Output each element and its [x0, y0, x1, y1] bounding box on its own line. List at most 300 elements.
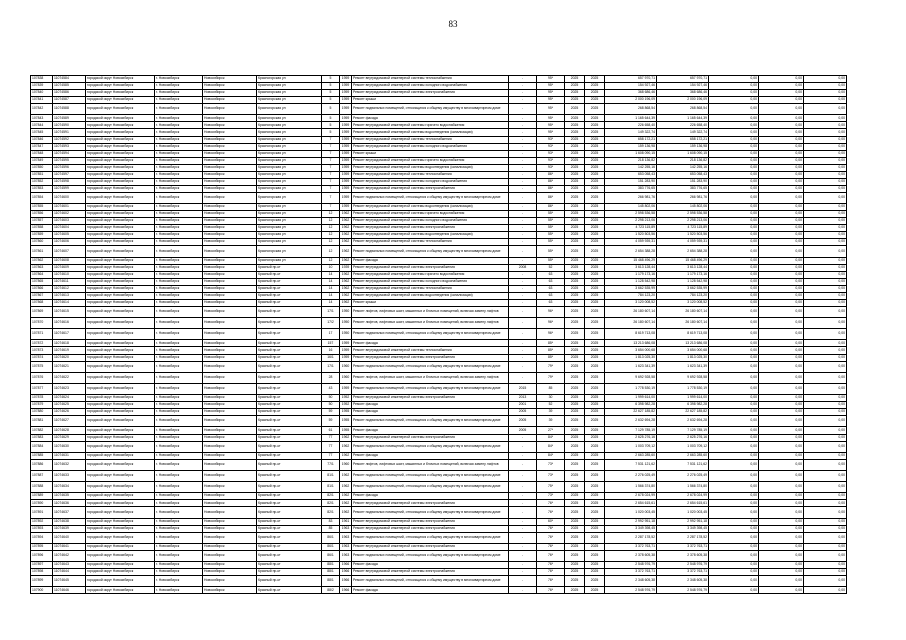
table-cell: - — [509, 587, 537, 594]
table-cell: городской округ Новосибирск — [86, 246, 155, 257]
table-cell: городской округ Новосибирск — [86, 550, 155, 561]
table-cell: 55* — [537, 257, 565, 264]
table-cell: 2025 — [565, 143, 585, 150]
table-cell: Красногорская ул — [257, 122, 322, 129]
table-cell: 0,00 — [804, 441, 847, 452]
table-cell: 77/1 — [322, 459, 340, 470]
table-cell: 1962 — [340, 271, 352, 278]
table-cell: Новосибирск — [203, 97, 257, 104]
table-cell: городской округ Новосибирск — [86, 318, 155, 329]
table-cell: 88/1 — [322, 562, 340, 569]
table-cell: 0,00 — [804, 562, 847, 569]
table-cell: 11074584 — [53, 76, 86, 83]
table-row — [31, 562, 847, 569]
table-cell: 1 813 025,30 — [657, 354, 709, 361]
table-cell: 3 120 008,52 — [657, 299, 709, 306]
table-cell: - — [509, 532, 537, 543]
table-cell: 157 — [322, 340, 340, 347]
table-cell: 657 970,71 — [657, 76, 709, 83]
table-cell: Ремонт фасада — [352, 257, 509, 264]
table-cell: 11074601 — [53, 204, 86, 211]
table-cell: 27* — [537, 427, 565, 434]
table-cell: 0,00 — [804, 257, 847, 264]
table-cell: 1962 — [340, 278, 352, 285]
table-cell: 0,00 — [804, 164, 847, 171]
table-cell: 0,00 — [804, 452, 847, 459]
table-cell: Ремонт подвальных помещений, относящихся к общему имуществу в многоквартирном доме — [352, 550, 509, 561]
table-cell: 0,00 — [804, 204, 847, 211]
table-cell: 0,00 — [709, 246, 759, 257]
table-cell: Красный пр-кт — [257, 372, 322, 383]
table-cell: 11074615 — [53, 306, 86, 317]
table-cell: 0,00 — [804, 550, 847, 561]
table-cell: - — [509, 76, 537, 83]
table-cell: г. Новосибирск — [155, 171, 203, 178]
table-cell: 9 692 928,58 — [657, 372, 709, 383]
table-cell: 11074604 — [53, 225, 86, 232]
table-cell: г. Новосибирск — [155, 416, 203, 427]
table-cell: Красный пр-кт — [257, 329, 322, 340]
table-cell: 0,00 — [709, 434, 759, 441]
table-cell: г. Новосибирск — [155, 97, 203, 104]
table-cell: 0,00 — [709, 306, 759, 317]
table-cell: 0,00 — [759, 452, 804, 459]
table-cell: 1963 — [340, 525, 352, 532]
table-cell: - — [509, 97, 537, 104]
table-cell: 2 654 388,28 — [605, 246, 657, 257]
table-cell: - — [509, 178, 537, 185]
table-cell: Красный пр-кт — [257, 285, 322, 292]
table-cell: 2025 — [565, 395, 585, 402]
table-cell: 7 — [322, 157, 340, 164]
table-cell: 63 — [537, 292, 565, 299]
table-cell: Ремонт подвальных помещений, относящихся к общему имуществу в многоквартирном доме — [352, 470, 509, 481]
table-cell: Красный пр-кт — [257, 459, 322, 470]
table-cell: 2025 — [585, 204, 605, 211]
table-row — [31, 482, 847, 493]
table-cell: 0,00 — [709, 427, 759, 434]
table-cell: 7 — [322, 164, 340, 171]
table-cell: 2025 — [585, 185, 605, 192]
table-cell: 63 — [537, 278, 565, 285]
table-cell: 11074589 — [53, 115, 86, 122]
table-cell: 107898 — [31, 569, 53, 576]
table-row — [31, 507, 847, 518]
table-cell: 0,00 — [804, 493, 847, 500]
table-cell: 12 — [322, 218, 340, 225]
table-cell: 107886 — [31, 459, 53, 470]
table-cell: г. Новосибирск — [155, 122, 203, 129]
table-cell: 1955 — [340, 427, 352, 434]
table-cell: 55* — [537, 225, 565, 232]
table-row — [31, 97, 847, 104]
table-cell: 2025 — [585, 90, 605, 97]
table-cell: 2 678 024,99 — [605, 493, 657, 500]
table-cell: 2 548 976,79 — [605, 587, 657, 594]
table-cell: - — [509, 347, 537, 354]
table-cell: - — [509, 507, 537, 518]
table-cell: - — [509, 543, 537, 550]
table-cell: 2 348 605,38 — [605, 576, 657, 587]
table-cell: 2 287 178,52 — [605, 532, 657, 543]
table-cell: 2025 — [565, 372, 585, 383]
table-cell: - — [509, 292, 537, 299]
table-cell: городской округ Новосибирск — [86, 104, 155, 115]
table-cell: Новосибирск — [203, 157, 257, 164]
table-cell: 86* — [537, 178, 565, 185]
table-cell: Ремонт фасада — [352, 340, 509, 347]
table-cell: 63 — [537, 271, 565, 278]
table-cell: Ремонт подвальных помещений, относящихся к общему имуществу в многоквартирном доме — [352, 383, 509, 394]
table-cell: - — [509, 318, 537, 329]
table-cell: 0,00 — [709, 83, 759, 90]
table-row — [31, 157, 847, 164]
table-cell: 0,00 — [759, 122, 804, 129]
table-cell: 0,00 — [804, 318, 847, 329]
table-cell: 1963 — [340, 550, 352, 561]
table-cell: 0,00 — [709, 372, 759, 383]
table-cell: Красногорская ул — [257, 150, 322, 157]
table-cell: 11074606 — [53, 239, 86, 246]
table-cell: - — [509, 239, 537, 246]
table-cell: 2025 — [565, 409, 585, 416]
table-cell: 2025 — [565, 115, 585, 122]
table-cell: 0,00 — [804, 185, 847, 192]
table-cell: 2025 — [585, 104, 605, 115]
table-cell: Красногорская ул — [257, 129, 322, 136]
table-cell: 12 — [322, 232, 340, 239]
table-cell: 95* — [537, 115, 565, 122]
table-cell: 2025 — [585, 83, 605, 90]
table-cell: 2025 — [565, 587, 585, 594]
table-cell: 84* — [537, 441, 565, 452]
table-cell: 0,00 — [759, 225, 804, 232]
table-cell: Новосибирск — [203, 76, 257, 83]
table-cell: Ремонт фасада — [352, 587, 509, 594]
table-cell: - — [509, 470, 537, 481]
table-cell: 1 520 503,56 — [657, 232, 709, 239]
table-cell: 2025 — [565, 83, 585, 90]
table-cell: Красногорская ул — [257, 185, 322, 192]
table-cell: Ремонт крыши — [352, 97, 509, 104]
table-cell: 2025 — [565, 157, 585, 164]
table-cell: 368 686,46 — [605, 90, 657, 97]
table-cell: 11074596 — [53, 164, 86, 171]
table-cell: - — [509, 500, 537, 507]
table-cell: 2025 — [565, 204, 585, 211]
table-cell: 1962 — [340, 482, 352, 493]
table-cell: 85* — [537, 354, 565, 361]
table-cell: Красный пр-кт — [257, 340, 322, 347]
table-cell: 11074592 — [53, 136, 86, 143]
table-cell: 0,00 — [804, 136, 847, 143]
table-cell: 0,00 — [804, 354, 847, 361]
table-cell: 2 000 196,09 — [605, 97, 657, 104]
table-cell: Ремонт внутридомовой инженерной системы холодного водоснабжения — [352, 83, 509, 90]
table-cell: 1959 — [340, 178, 352, 185]
table-cell: 93* — [537, 143, 565, 150]
table-cell: Новосибирск — [203, 518, 257, 525]
table-cell: - — [509, 143, 537, 150]
table-cell: 1962 — [340, 211, 352, 218]
table-cell: 658 172,21 — [657, 136, 709, 143]
table-cell: Ремонт фасада — [352, 402, 509, 409]
table-cell: 7 531 121,62 — [605, 459, 657, 470]
table-row — [31, 518, 847, 525]
table-cell: 11074599 — [53, 185, 86, 192]
table-cell: 107857 — [31, 218, 53, 225]
table-cell: городской округ Новосибирск — [86, 218, 155, 225]
table-cell: 0,00 — [709, 402, 759, 409]
table-cell: 0,00 — [759, 292, 804, 299]
table-cell: 2025 — [565, 239, 585, 246]
table-cell: 76* — [537, 543, 565, 550]
table-cell: 2025 — [565, 507, 585, 518]
table-cell: Красный пр-кт — [257, 427, 322, 434]
table-cell: 2025 — [565, 292, 585, 299]
table-cell: г. Новосибирск — [155, 129, 203, 136]
table-cell: городской округ Новосибирск — [86, 76, 155, 83]
table-cell: 2025 — [585, 136, 605, 143]
table-cell: 0,00 — [709, 104, 759, 115]
table-cell: 0,00 — [709, 482, 759, 493]
table-cell: 77 — [322, 452, 340, 459]
table-cell: 5 — [322, 76, 340, 83]
table-cell: 2025 — [585, 482, 605, 493]
table-cell: 0,00 — [804, 178, 847, 185]
table-cell: 14 — [322, 271, 340, 278]
table-cell: 0,00 — [804, 232, 847, 239]
table-cell: Ремонт фасада — [352, 115, 509, 122]
table-cell: Ремонт фасада — [352, 409, 509, 416]
table-cell: 2025 — [585, 347, 605, 354]
table-cell: - — [509, 285, 537, 292]
table-cell: 3 372 763,71 — [657, 569, 709, 576]
table-cell: 82/1 — [322, 507, 340, 518]
table-cell: 2025 — [585, 434, 605, 441]
table-cell: 1 608 090,15 — [657, 150, 709, 157]
table-row — [31, 329, 847, 340]
table-cell: 0,00 — [759, 104, 804, 115]
table-cell: 784 123,20 — [657, 292, 709, 299]
table-cell: г. Новосибирск — [155, 318, 203, 329]
table-cell: 84* — [537, 434, 565, 441]
table-cell: 1 003 709,12 — [605, 441, 657, 452]
table-cell: 5 — [322, 97, 340, 104]
table-cell: 11074620 — [53, 354, 86, 361]
table-cell: 218 136,82 — [657, 157, 709, 164]
table-cell: 0,00 — [804, 171, 847, 178]
table-cell: Ремонт внутридомовой инженерной системы холодного водоснабжения — [352, 218, 509, 225]
table-cell: городской округ Новосибирск — [86, 292, 155, 299]
table-cell: Новосибирск — [203, 340, 257, 347]
table-cell: Новосибирск — [203, 83, 257, 90]
table-cell: 1962 — [340, 299, 352, 306]
table-cell: Ремонт внутридомовой инженерной системы теплоснабжения — [352, 347, 509, 354]
table-cell: 2025 — [565, 340, 585, 347]
table-cell: 107840 — [31, 90, 53, 97]
table-cell: 2025 — [565, 171, 585, 178]
table-cell: Новосибирск — [203, 532, 257, 543]
table-cell: 0,00 — [759, 569, 804, 576]
table-cell: 86* — [537, 171, 565, 178]
table-row — [31, 232, 847, 239]
table-cell: г. Новосибирск — [155, 257, 203, 264]
table-cell: - — [509, 185, 537, 192]
table-cell: 1959 — [340, 192, 352, 203]
table-cell: 2 548 976,79 — [605, 562, 657, 569]
table-cell: г. Новосибирск — [155, 587, 203, 594]
table-cell: Новосибирск — [203, 500, 257, 507]
table-cell: 0,00 — [804, 218, 847, 225]
table-cell: 11074621 — [53, 361, 86, 372]
table-cell: г. Новосибирск — [155, 482, 203, 493]
table-cell: Ремонт внутридомовой инженерной системы электроснабжения — [352, 500, 509, 507]
table-cell: 59 — [322, 409, 340, 416]
table-cell: Красный пр-кт — [257, 500, 322, 507]
table-cell: 11074585 — [53, 83, 86, 90]
table-cell: 0,00 — [759, 90, 804, 97]
table-cell: 1 778 530,19 — [605, 383, 657, 394]
table-cell: 7 — [322, 204, 340, 211]
table-row — [31, 452, 847, 459]
table-cell: Новосибирск — [203, 104, 257, 115]
table-cell: г. Новосибирск — [155, 507, 203, 518]
table-cell: 0,00 — [759, 239, 804, 246]
table-cell: - — [509, 192, 537, 203]
table-cell: 107872 — [31, 340, 53, 347]
table-cell: 3 613 128,44 — [605, 264, 657, 271]
table-cell: 5 — [322, 90, 340, 97]
table-cell: 107866 — [31, 285, 53, 292]
table-cell: городской округ Новосибирск — [86, 576, 155, 587]
table-cell: Новосибирск — [203, 192, 257, 203]
table-cell: 107875 — [31, 361, 53, 372]
table-cell: 1959 — [340, 164, 352, 171]
table-cell: городской округ Новосибирск — [86, 416, 155, 427]
table-cell: 0,00 — [759, 157, 804, 164]
table-cell: 55* — [537, 211, 565, 218]
table-cell: 1959 — [340, 354, 352, 361]
table-cell: 107884 — [31, 441, 53, 452]
table-cell: Новосибирск — [203, 525, 257, 532]
table-cell: 2025 — [585, 470, 605, 481]
table-cell: 86* — [537, 204, 565, 211]
table-cell: Ремонт внутридомовой инженерной системы холодного водоснабжения — [352, 143, 509, 150]
table-cell: 0,00 — [804, 225, 847, 232]
table-cell: 0,00 — [709, 525, 759, 532]
table-cell: Новосибирск — [203, 482, 257, 493]
table-cell: Новосибирск — [203, 402, 257, 409]
table-cell: 17/1 — [322, 306, 340, 317]
table-cell: 81/1 — [322, 482, 340, 493]
table-cell: 0,00 — [804, 306, 847, 317]
table-cell: 0,00 — [709, 441, 759, 452]
table-cell: Ремонт подвальных помещений, относящихся к общему имуществу в многоквартирном доме — [352, 507, 509, 518]
table-cell: 107897 — [31, 562, 53, 569]
table-row — [31, 257, 847, 264]
table-cell: 1963 — [340, 532, 352, 543]
table-cell: 2025 — [585, 76, 605, 83]
table-cell: 0,00 — [709, 550, 759, 561]
table-cell: 2025 — [565, 452, 585, 459]
table-row — [31, 434, 847, 441]
table-cell: 76* — [537, 576, 565, 587]
table-cell: Новосибирск — [203, 239, 257, 246]
table-cell: 11074635 — [53, 493, 86, 500]
table-cell: Красный пр-кт — [257, 543, 322, 550]
table-cell: Красный пр-кт — [257, 264, 322, 271]
table-cell: 226 658,40 — [605, 122, 657, 129]
table-row — [31, 318, 847, 329]
table-cell: 0,00 — [709, 409, 759, 416]
table-cell: 145 802,06 — [605, 204, 657, 211]
table-cell: 2025 — [585, 225, 605, 232]
table-cell: 0,00 — [759, 347, 804, 354]
table-cell: Красный пр-кт — [257, 470, 322, 481]
table-cell: 107885 — [31, 452, 53, 459]
table-cell: городской округ Новосибирск — [86, 459, 155, 470]
table-cell: 11074625 — [53, 402, 86, 409]
table-cell: 76* — [537, 587, 565, 594]
table-cell: 0,00 — [709, 264, 759, 271]
table-cell: 0,00 — [759, 129, 804, 136]
table-cell: 7 — [322, 178, 340, 185]
table-cell: Новосибирск — [203, 164, 257, 171]
table-cell: 0,00 — [709, 470, 759, 481]
table-cell: Красногорская ул — [257, 204, 322, 211]
table-cell: 2005 — [509, 409, 537, 416]
table-cell: 159 136,98 — [605, 143, 657, 150]
table-cell: 1959 — [340, 171, 352, 178]
table-cell: Новосибирск — [203, 354, 257, 361]
table-cell: 1962 — [340, 285, 352, 292]
table-cell: 0,00 — [759, 576, 804, 587]
table-cell: - — [509, 354, 537, 361]
table-cell: 13 213 686,08 — [657, 340, 709, 347]
table-cell: 2025 — [565, 306, 585, 317]
table-cell: - — [509, 329, 537, 340]
table-cell: 11074600 — [53, 192, 86, 203]
table-cell: городской округ Новосибирск — [86, 525, 155, 532]
table-cell: 2025 — [565, 500, 585, 507]
table-cell: городской округ Новосибирск — [86, 150, 155, 157]
table-cell: Новосибирск — [203, 225, 257, 232]
table-cell: городской округ Новосибирск — [86, 232, 155, 239]
table-cell: - — [509, 90, 537, 97]
table-cell: 784 123,20 — [605, 292, 657, 299]
table-cell: 0,00 — [709, 143, 759, 150]
table-cell: 1959 — [340, 129, 352, 136]
table-cell: - — [509, 122, 537, 129]
table-cell: 11074630 — [53, 441, 86, 452]
table-cell: 107900 — [31, 587, 53, 594]
table-cell: Ремонт внутридомовой инженерной системы электроснабжения — [352, 90, 509, 97]
table-cell: 2025 — [585, 416, 605, 427]
table-cell: 16 — [322, 347, 340, 354]
table-cell: 0,00 — [709, 97, 759, 104]
table-cell: 86/1 — [322, 543, 340, 550]
table-cell: городской округ Новосибирск — [86, 178, 155, 185]
table-cell: 6 398 982,28 — [657, 402, 709, 409]
table-row — [31, 587, 847, 594]
table-cell: 653 058,43 — [657, 171, 709, 178]
table-row — [31, 569, 847, 576]
table-cell: 0,00 — [759, 246, 804, 257]
table-cell: 0,00 — [709, 587, 759, 594]
table-cell: - — [509, 340, 537, 347]
table-cell: городской округ Новосибирск — [86, 329, 155, 340]
